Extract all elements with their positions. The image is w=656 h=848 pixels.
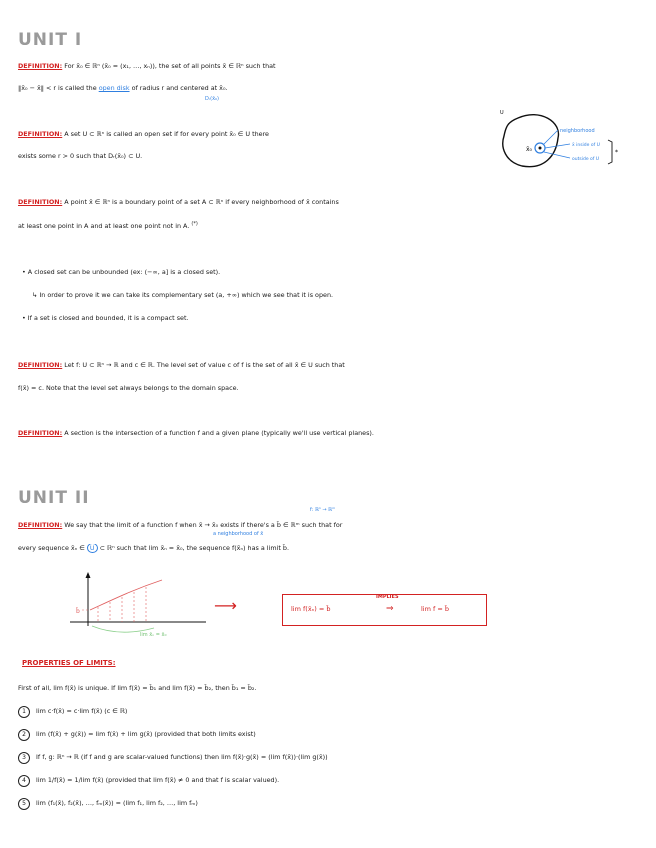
def3-text2: at least one point in A and at least one point not in A. bbox=[18, 222, 190, 231]
def3-line1 bbox=[18, 198, 642, 207]
unit2-def-text1: We say that the limit of a function f when x̄ → x̄₀ exists if there's a b̄ ∈ ℝᵐ such that for bbox=[64, 521, 343, 529]
property-4-number: 4 bbox=[18, 775, 30, 787]
diagram-label-star: * bbox=[615, 149, 618, 156]
def5-text1: A section is the intersection of a function f and a given plane (typically we'll use vertical planes). bbox=[64, 429, 374, 437]
unit2-def-text2b: ⊂ ℝⁿ such that lim x̄ₙ = x̄₀, the sequence f(x̄ₙ) has a limit b̄. bbox=[99, 544, 289, 552]
def2-line2: exists some r > 0 such that Dᵣ(x̄₀) ⊂ U. bbox=[18, 152, 143, 160]
diagram-label-x0: x̄₀ bbox=[526, 146, 532, 153]
unit2-note-f: f: ℝⁿ → ℝᵐ bbox=[310, 507, 336, 513]
property-1-number: 1 bbox=[18, 706, 30, 718]
def5-label: DEFINITION: bbox=[18, 429, 63, 437]
diagram-label-u: U bbox=[500, 110, 504, 116]
box-implies-label: IMPLIES bbox=[376, 594, 399, 600]
unit2-def-line2 bbox=[18, 544, 642, 553]
diagram-label-neighborhood: neighborhood bbox=[560, 128, 595, 134]
property-3-number: 3 bbox=[18, 752, 30, 764]
property-5-text: lim (f₁(x̄), f₂(x̄), …, fₘ(x̄)) = (lim f₁, lim f₂, …, lim fₘ) bbox=[36, 799, 198, 807]
def2-label: DEFINITION: bbox=[18, 130, 63, 138]
unit2-def-circled-u: U bbox=[87, 544, 98, 553]
implies-arrow: ⟶ bbox=[214, 596, 237, 615]
unit2-def-line1 bbox=[18, 521, 642, 530]
diagram-label-inside: x̄ inside of U bbox=[572, 143, 600, 148]
property-3-text: If f, g: ℝⁿ → ℝ (if f and g are scalar-valued functions) then lim f(x̄)·g(x̄) = (lim f(x̄))·(lim g(x̄)) bbox=[36, 753, 328, 761]
unit1-title: UNIT I bbox=[18, 30, 83, 50]
limit-equivalence-box bbox=[282, 594, 487, 626]
def1-text1: For x̄₀ ∈ ℝⁿ (x̄₀ = (x₁, …, xₙ)), the set of all points x̄ ∈ ℝⁿ such that bbox=[64, 62, 276, 70]
property-2-text: lim (f(x̄) + g(x̄)) = lim f(x̄) + lim g(x̄) (provided that both limits exist) bbox=[36, 730, 256, 738]
box-implies-arrow: ⇒ bbox=[386, 604, 394, 614]
open-set-diagram bbox=[500, 108, 630, 188]
point-x0 bbox=[539, 147, 542, 150]
def1-line2 bbox=[18, 84, 642, 93]
def3-mark: (*) bbox=[191, 221, 198, 227]
sketch-label-limit: lim x̄ₙ = x̄₀ bbox=[140, 632, 167, 638]
def3-text1: A point x̄ ∈ ℝⁿ is a boundary point of a set A ⊂ ℝⁿ if every neighborhood of x̄ contains bbox=[64, 198, 339, 206]
def1-note: Dᵣ(x̄₀) bbox=[205, 96, 220, 102]
def1-text2a: ‖x̄₀ − x̄‖ < r is called the bbox=[18, 84, 97, 92]
box-left-expr: lim f(x̄ₙ) = b̄ bbox=[291, 605, 331, 613]
def1-text2b: of radius r and centered at x̄₀. bbox=[131, 84, 228, 92]
open-disk-term: open disk bbox=[98, 84, 130, 92]
bullet-closed-unbounded: • A closed set can be unbounded (ex: (−∞, a] is a closed set). bbox=[22, 268, 221, 276]
unit2-def-text2a: every sequence x̄ₙ ∈ bbox=[18, 544, 85, 552]
property-3 bbox=[18, 752, 328, 764]
property-4 bbox=[18, 775, 279, 787]
property-1 bbox=[18, 706, 127, 718]
box-right-expr: lim f = b̄ bbox=[421, 605, 450, 613]
property-2-number: 2 bbox=[18, 729, 30, 741]
def1-line1 bbox=[18, 62, 642, 71]
property-4-text: lim 1/f(x̄) = 1/lim f(x̄) (provided that lim f(x̄) ≠ 0 and that f is scalar valued). bbox=[36, 776, 280, 784]
def4-line1 bbox=[18, 361, 642, 370]
sketch-label-b: b̄ bbox=[76, 608, 80, 615]
limit-sketch bbox=[62, 570, 212, 642]
unit2-def-label: DEFINITION: bbox=[18, 521, 63, 529]
property-1-text: lim c·f(x̄) = c·lim f(x̄) (c ∈ ℝ) bbox=[36, 707, 128, 715]
property-5-number: 5 bbox=[18, 798, 30, 810]
unit2-note-neighborhood: a neighborhood of x̄ bbox=[213, 531, 264, 537]
unit2-title: UNIT II bbox=[18, 488, 90, 508]
properties-title: PROPERTIES OF LIMITS: bbox=[22, 659, 116, 667]
bullet-compact: • If a set is closed and bounded, it is a compact set. bbox=[22, 314, 189, 322]
def2-text1: A set U ⊂ ℝⁿ is called an open set if for every point x̄₀ ∈ U there bbox=[64, 130, 269, 138]
set-u-outline bbox=[503, 115, 559, 167]
def4-label: DEFINITION: bbox=[18, 361, 63, 369]
def5-line1 bbox=[18, 429, 642, 438]
property-2 bbox=[18, 729, 256, 741]
def4-line2: f(x̄) = c. Note that the level set always belongs to the domain space. bbox=[18, 384, 239, 392]
def4-text1: Let f: U ⊂ ℝⁿ → ℝ and c ∈ ℝ. The level set of value c of f is the set of all x̄ ∈ U such that bbox=[64, 361, 345, 369]
properties-intro: First of all, lim f(x̄) is unique. If lim f(x̄) = b̄₁ and lim f(x̄) = b̄₂, then b̄₁ = b̄₂. bbox=[18, 684, 257, 692]
property-5 bbox=[18, 798, 198, 810]
def2-line1 bbox=[18, 130, 506, 139]
def1-label: DEFINITION: bbox=[18, 62, 63, 70]
diagram-label-outside: outside of U bbox=[572, 157, 600, 162]
def3-label: DEFINITION: bbox=[18, 198, 63, 206]
def3-line2 bbox=[18, 220, 642, 231]
bullet-closed-unbounded-sub: ↳ In order to prove it we can take its complementary set (a, +∞) which we see that it is open. bbox=[32, 291, 334, 299]
